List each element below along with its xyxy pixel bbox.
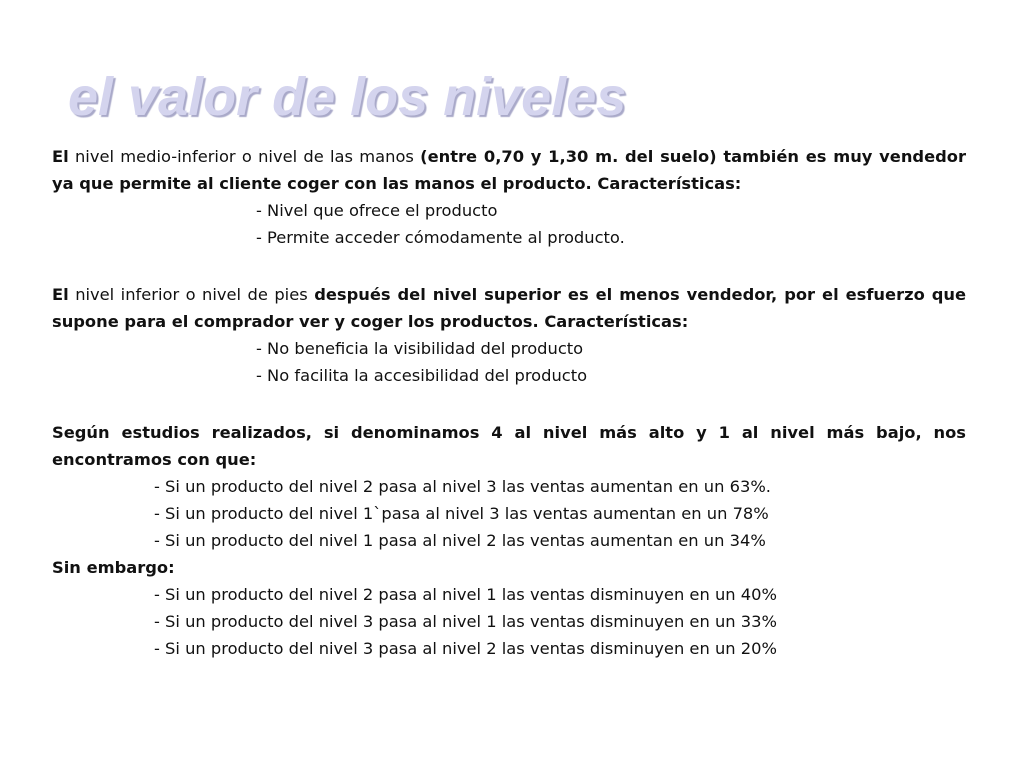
paragraph-normal-text: nivel inferior o nivel de pies <box>75 285 308 304</box>
spacer <box>52 251 966 281</box>
slide-title: el valor de los niveles <box>68 67 627 127</box>
list-item: - No facilita la accesibilidad del producto <box>256 366 588 385</box>
list-item: - Si un producto del nivel 1`pasa al nivel 3 las ventas aumentan en un 78% <box>154 504 769 523</box>
slide-body <box>52 143 966 662</box>
paragraph-foot-level <box>52 281 966 335</box>
paragraph-bold-text: Según estudios realizados, si denominamos 4 al nivel más alto y 1 al nivel más bajo, nos encontramos con que: <box>52 423 966 469</box>
paragraph-normal-text: nivel medio-inferior o nivel de las manos <box>74 147 414 166</box>
list-item: - Si un producto del nivel 3 pasa al nivel 2 las ventas disminuyen en un 20% <box>154 639 777 658</box>
paragraph-studies <box>52 419 966 473</box>
spacer <box>52 389 966 419</box>
paragraph-lead: El <box>52 147 69 166</box>
list-item: - Nivel que ofrece el producto <box>256 201 498 220</box>
list-item: - Si un producto del nivel 3 pasa al nivel 1 las ventas disminuyen en un 33% <box>154 612 777 631</box>
paragraph-however <box>52 554 966 581</box>
paragraph-hand-level <box>52 143 966 197</box>
paragraph-bold-text: después del nivel superior es el menos vendedor, por el esfuerzo que supone para el comprador ver y coger los productos. Características: <box>52 285 967 331</box>
list-item: - Permite acceder cómodamente al producto. <box>256 228 625 247</box>
paragraph-bold-text: (entre 0,70 y 1,30 m. del suelo) también es muy vendedor ya que permite al cliente coger con las manos el producto. Características: <box>52 147 966 193</box>
list-item: - No beneficia la visibilidad del producto <box>256 339 584 358</box>
list-item: - Si un producto del nivel 2 pasa al nivel 3 las ventas aumentan en un 63%. <box>154 477 771 496</box>
list-item: - Si un producto del nivel 1 pasa al nivel 2 las ventas aumentan en un 34% <box>154 531 766 550</box>
section-heading: Sin embargo: <box>52 558 175 577</box>
paragraph-lead: El <box>52 285 69 304</box>
list-item: - Si un producto del nivel 2 pasa al nivel 1 las ventas disminuyen en un 40% <box>154 585 777 604</box>
